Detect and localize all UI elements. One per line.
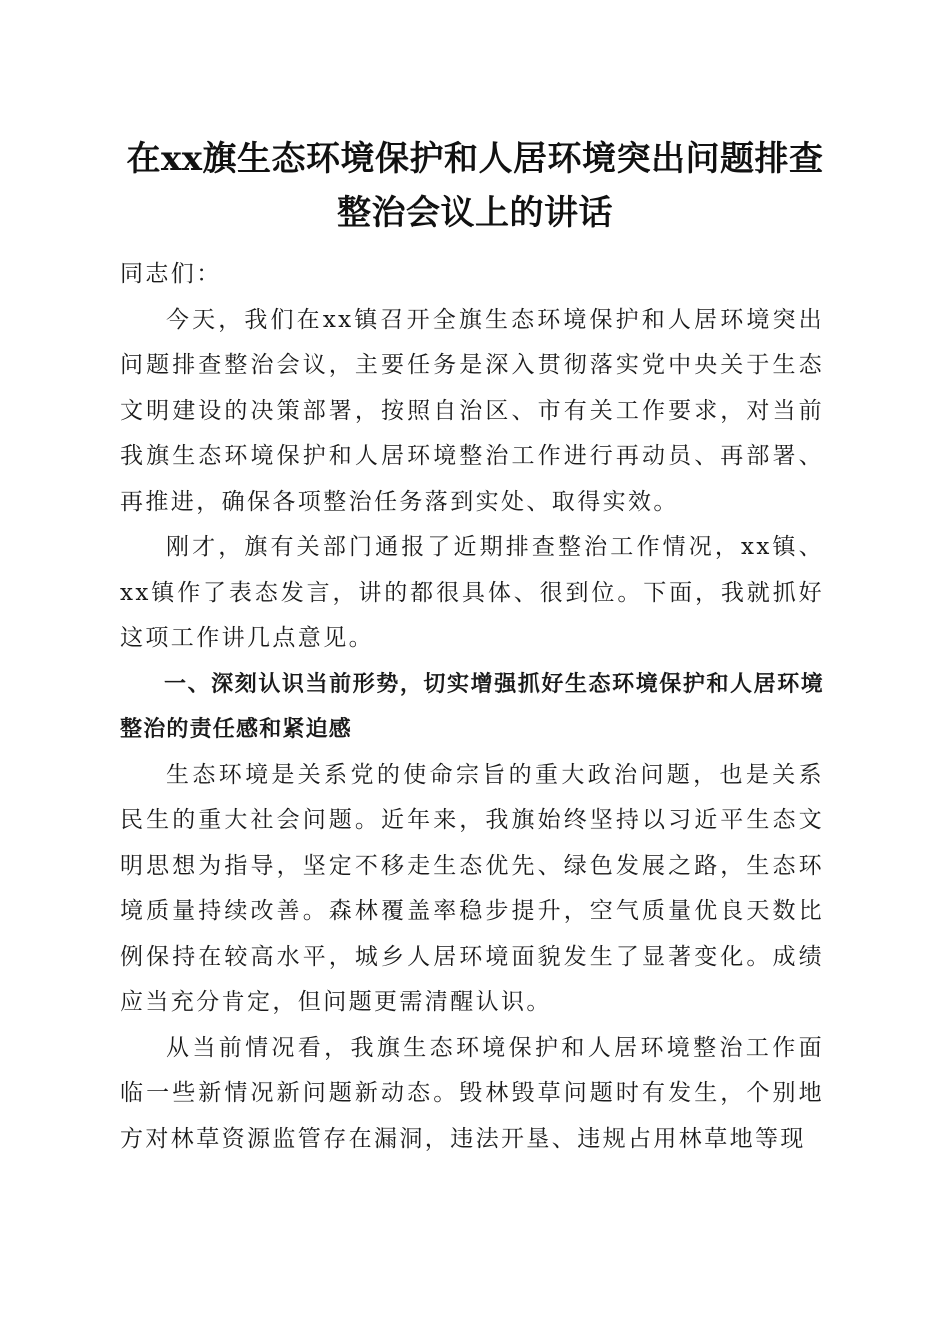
document-body xyxy=(120,252,824,1162)
document-title: 在xx旗生态环境保护和人居环境突出问题排查整治会议上的讲话 xyxy=(126,139,824,233)
salutation: 同志们： xyxy=(120,261,222,287)
paragraph-achievements: 生态环境是关系党的使命宗旨的重大政治问题，也是关系民生的重大社会问题。近年来，我旗始终坚持以习近平生态文明思想为指导，坚定不移走生态优先、绿色发展之路，生态环境质量持续改善。森林覆盖率稳步提升，空气质量优良天数比例保持在较高水平，城乡人居环境面貌发生了显著变化。成绩应当充分肯定，但问题更需清醒认识。 xyxy=(120,761,824,1015)
paragraph-current-issues: 从当前情况看，我旗生态环境保护和人居环境整治工作面临一些新情况新问题新动态。毁林毁草问题时有发生，个别地方对林草资源监管存在漏洞，违法开垦、违规占用林草地等现 xyxy=(120,1034,824,1152)
section-heading-1: 一、深刻认识当前形势，切实增强抓好生态环境保护和人居环境整治的责任感和紧迫感 xyxy=(120,671,824,742)
paragraph-opening: 今天，我们在xx镇召开全旗生态环境保护和人居环境突出问题排查整治会议，主要任务是深入贯彻落实党中央关于生态文明建设的决策部署，按照自治区、市有关工作要求，对当前我旗生态环境保护和人居环境整治工作进行再动员、再部署、再推进，确保各项整治任务落到实处、取得实效。 xyxy=(120,306,824,515)
paragraph-reports: 刚才，旗有关部门通报了近期排查整治工作情况，xx镇、xx镇作了表态发言，讲的都很具体、很到位。下面，我就抓好这项工作讲几点意见。 xyxy=(120,534,824,651)
